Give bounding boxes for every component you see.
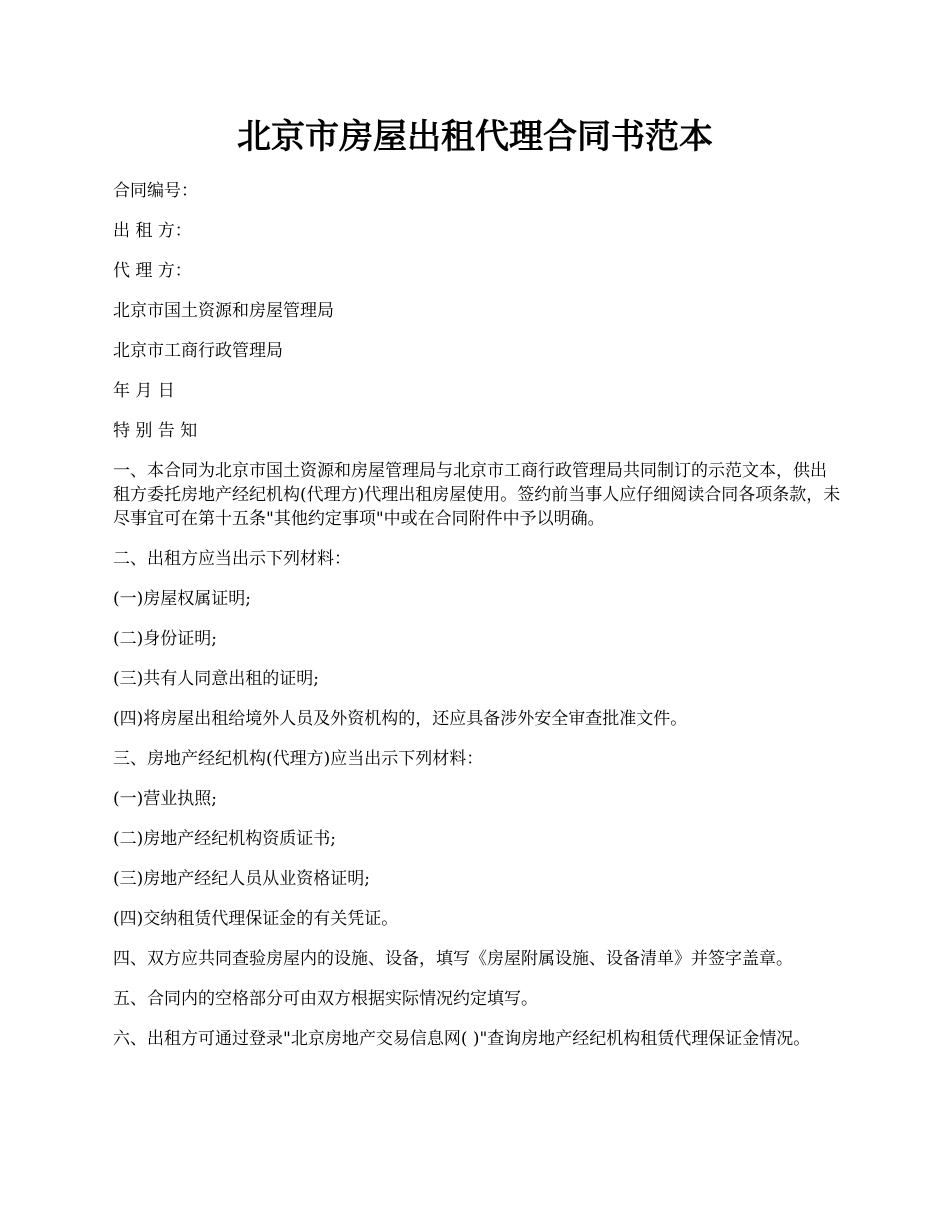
lessor-material-3: (三)共有人同意出租的证明; <box>113 669 319 689</box>
notice-item-1: 一、本合同为北京市国土资源和房屋管理局与北京市工商行政管理局共同制订的示范文本，供出租方委托房地产经纪机构(代理方)代理出租房屋使用。签约前当事人应仔细阅读合同各项条款，未尽事宜可在第十五条"其他约定事项"中或在合同附件中予以明确。 <box>113 461 841 529</box>
notice-item-2: 二、出租方应当出示下列材料： <box>113 549 351 569</box>
agent-material-3: (三)房地产经纪人员从业资格证明; <box>113 869 370 889</box>
lessor-label: 出 租 方： <box>113 221 192 241</box>
notice-item-3: 三、房地产经纪机构(代理方)应当出示下列材料： <box>113 749 484 769</box>
lessor-material-1: (一)房屋权属证明; <box>113 589 251 609</box>
document-title: 北京市房屋出租代理合同书范本 <box>237 117 713 157</box>
special-notice-heading: 特 别 告 知 <box>113 421 198 441</box>
agent-label: 代 理 方： <box>113 261 192 281</box>
lessor-material-2: (二)身份证明; <box>113 629 217 649</box>
date-line: 年 月 日 <box>113 381 175 401</box>
agent-material-1: (一)营业执照; <box>113 789 217 809</box>
notice-item-6: 六、出租方可通过登录"北京房地产交易信息网( )"查询房地产经纪机构租赁代理保证金情况。 <box>113 1029 811 1049</box>
lessor-material-4: (四)将房屋出租给境外人员及外资机构的，还应具备涉外安全审查批准文件。 <box>113 709 688 729</box>
document-body <box>113 179 843 1067</box>
notice-item-5: 五、合同内的空格部分可由双方根据实际情况约定填写。 <box>113 989 538 1009</box>
issuer-land-housing-bureau: 北京市国土资源和房屋管理局 <box>113 301 334 321</box>
notice-item-4: 四、双方应共同查验房屋内的设施、设备，填写《房屋附属设施、设备清单》并签字盖章。 <box>113 949 793 969</box>
agent-material-2: (二)房地产经纪机构资质证书; <box>113 829 336 849</box>
agent-material-4: (四)交纳租赁代理保证金的有关凭证。 <box>113 909 399 929</box>
issuer-commerce-bureau: 北京市工商行政管理局 <box>113 341 283 361</box>
contract-number-label: 合同编号： <box>113 181 198 201</box>
